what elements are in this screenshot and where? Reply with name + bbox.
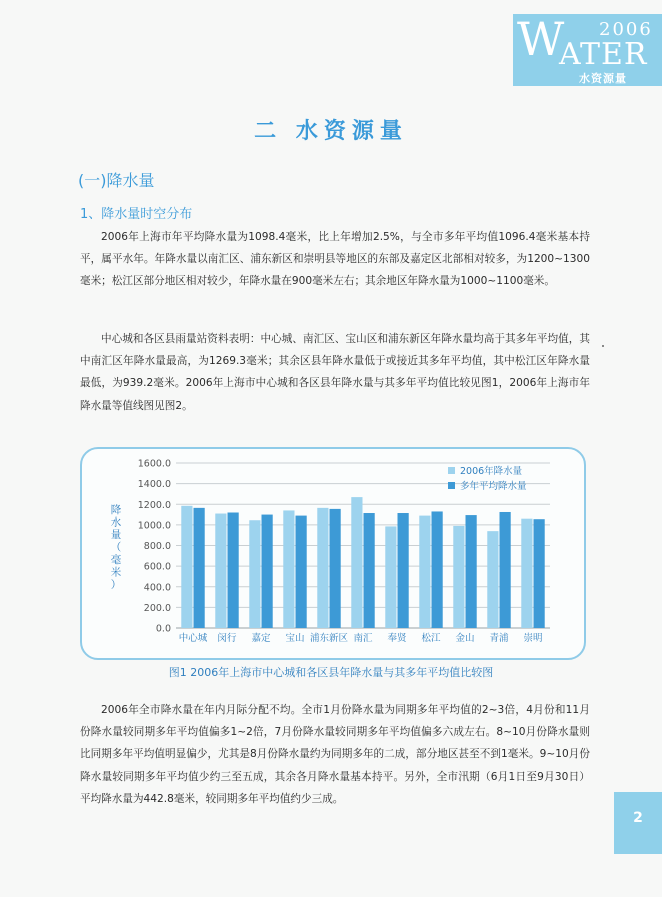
bar-average <box>194 508 205 628</box>
bar-actual <box>521 519 532 628</box>
x-tick-label: 松江 <box>421 633 441 644</box>
bar-average <box>228 513 239 629</box>
y-axis-label-char: ） <box>110 579 122 591</box>
bar-average <box>398 513 409 628</box>
legend-label: 多年平均降水量 <box>460 481 527 492</box>
subsection-title: 1、降水量时空分布 <box>80 207 193 222</box>
y-tick-label: 1400.0 <box>137 479 171 491</box>
bar-actual <box>317 508 328 628</box>
x-tick-label: 浦东新区 <box>309 633 349 644</box>
section-title: (一)降水量 <box>78 171 155 190</box>
legend-swatch <box>448 467 455 474</box>
y-axis-label-char: （ <box>110 541 122 554</box>
x-tick-label: 中心城 <box>178 633 208 644</box>
precipitation-chart <box>82 449 584 658</box>
bar-average <box>364 513 375 628</box>
bar-actual <box>385 526 396 628</box>
bar-average <box>500 512 511 628</box>
water-logo <box>513 14 662 86</box>
logo-w-letter: W <box>517 12 565 66</box>
figure-caption: 图1 2006年上海市中心城和各区县年降水量与其多年平均值比较图 <box>168 666 494 679</box>
bar-average <box>432 511 443 628</box>
bar-average <box>296 516 307 628</box>
legend-swatch <box>448 482 455 489</box>
page-number: 2 <box>633 810 643 826</box>
x-tick-label: 崇明 <box>523 633 543 644</box>
y-axis-label-char: 毫 <box>110 554 122 566</box>
chart-frame <box>80 447 586 660</box>
paragraph-3: 2006年全市降水量在年内月际分配不均。全市1月份降水量为同期多年平均值的2~3倍，4月份和11月份降水量较同期多年平均值偏多1~2倍，7月份降水量较同期多年平均值偏多六成左右。8~10月份降水量则比同期多年平均值明显偏少，尤其是8月份降水量约为同期多年的二成，部分地区甚至不到1毫米。9~10月份降水量较同期多年平均值少约三至五成，其余各月降水量基本持平。另外，全市汛期（6月1日至9月30日）平均降水量为442.8毫米，较同期多年平均值约少三成。 <box>80 704 590 805</box>
x-tick-label: 金山 <box>455 633 475 644</box>
logo-year: 2006 <box>599 19 653 40</box>
x-tick-label: 奉贤 <box>387 633 407 644</box>
y-axis-label <box>111 503 122 591</box>
y-tick-label: 1200.0 <box>137 499 171 511</box>
y-tick-label: 200.0 <box>143 602 171 614</box>
paragraph-1: 2006年上海市年平均降水量为1098.4毫米，比上年增加2.5%，与全市多年平均值1096.4毫米基本持平，属平水年。年降水量以南汇区、浦东新区和崇明县等地区的东部及嘉定区北部相对较多，为1200~1300毫米；松江区部分地区相对较少，年降水量在900毫米左右；其余地区年降水量为1000~1100毫米。 <box>80 231 590 288</box>
paragraph-2: 中心城和各区县雨量站资料表明：中心城、南汇区、宝山区和浦东新区年降水量均高于其多年平均值，其中南汇区年降水量最高，为1269.3毫米；其余区县年降水量低于或接近其多年平均值，其中松江区年降水量最低，为939.2毫米。2006年上海市中心城和各区县年降水量与其多年平均值比较见图1，2006年上海市年降水量等值线图见图2。 <box>80 333 590 412</box>
bar-actual <box>215 514 226 628</box>
bar-actual <box>283 510 294 628</box>
x-axis-labels <box>179 632 543 644</box>
bar-average <box>466 515 477 628</box>
y-axis-label-char: 量 <box>110 529 122 541</box>
bar-average <box>534 519 545 628</box>
x-tick-label: 嘉定 <box>251 633 271 644</box>
y-tick-label: 600.0 <box>143 561 171 573</box>
y-axis-label-char: 降 <box>110 504 122 516</box>
bar-actual <box>249 520 260 628</box>
y-axis-label-char: 米 <box>110 566 122 579</box>
y-tick-label: 0.0 <box>155 623 171 635</box>
bar-actual <box>487 531 498 628</box>
chart-legend <box>448 465 527 492</box>
bar-actual <box>351 497 362 628</box>
y-axis-label-char: 水 <box>110 516 122 529</box>
logo-subtitle: 水资源量 <box>579 72 627 85</box>
y-tick-label: 1600.0 <box>137 458 171 470</box>
x-tick-label: 青浦 <box>489 633 509 644</box>
chart-bars <box>181 497 544 628</box>
bar-actual <box>419 516 430 628</box>
x-tick-label: 南汇 <box>353 633 373 644</box>
scan-speck <box>602 345 604 347</box>
bar-actual <box>453 526 464 628</box>
y-tick-label: 800.0 <box>143 541 171 552</box>
logo-ater-letters: ATER <box>559 37 648 72</box>
y-axis-ticks <box>138 459 171 635</box>
legend-label: 2006年降水量 <box>460 466 523 477</box>
bar-actual <box>181 506 192 628</box>
x-tick-label: 宝山 <box>285 633 305 644</box>
x-tick-label: 闵行 <box>217 633 237 644</box>
y-tick-label: 400.0 <box>143 582 171 594</box>
chapter-title: 二 水资源量 <box>254 119 408 144</box>
bar-average <box>330 509 341 628</box>
page-number-tab <box>614 792 662 854</box>
y-tick-label: 1000.0 <box>137 520 171 532</box>
bar-average <box>262 515 273 628</box>
